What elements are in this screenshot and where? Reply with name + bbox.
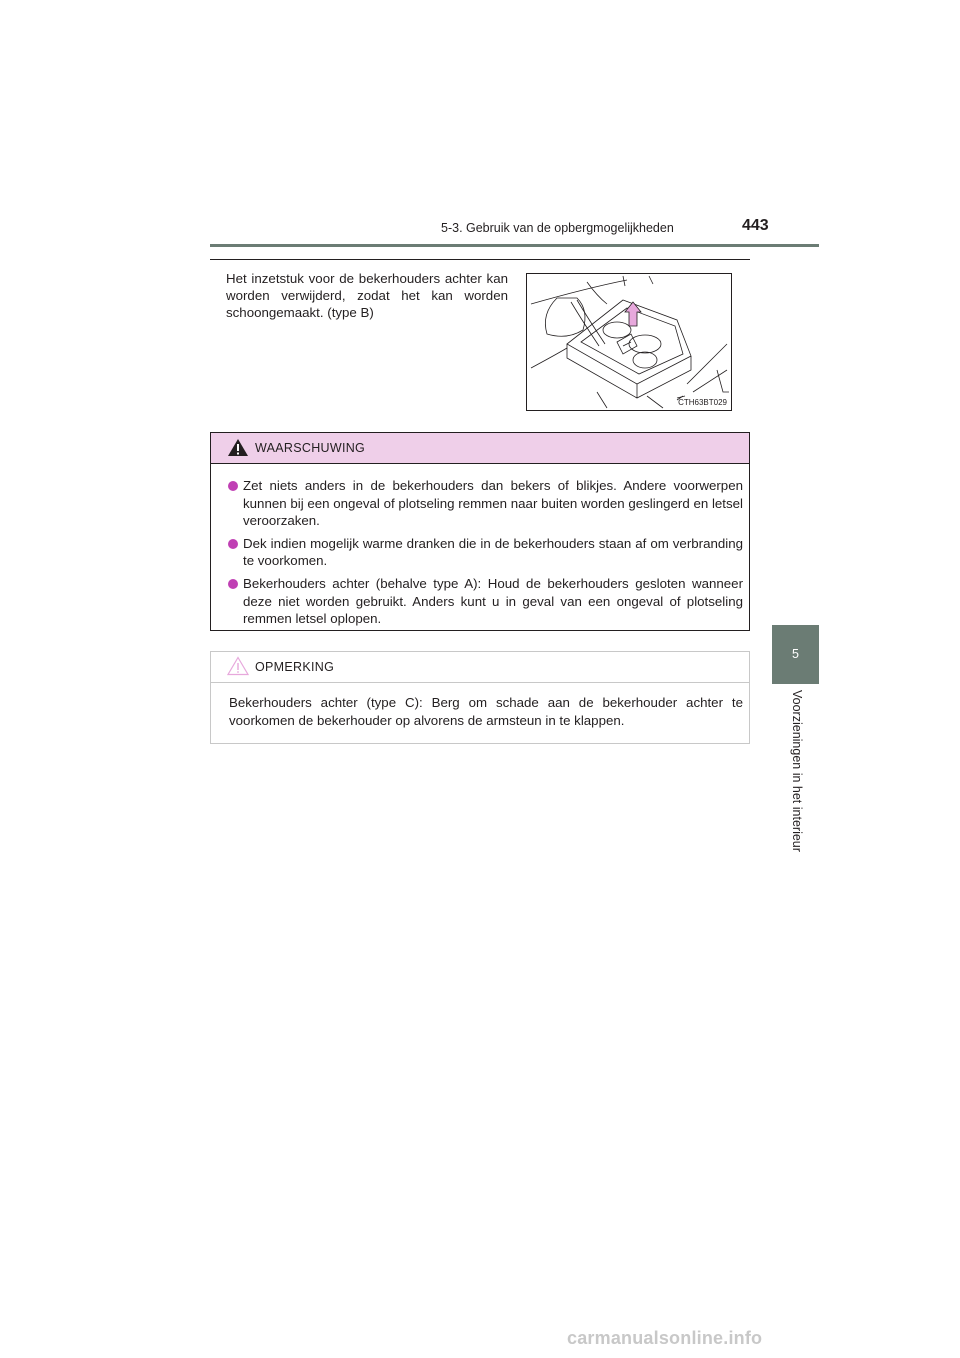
warning-title: WAARSCHUWING (255, 441, 366, 455)
chapter-title: Voorzieningen in het interieur (790, 690, 804, 852)
figure-code: CTH63BT029 (678, 398, 727, 407)
header-rule (210, 244, 819, 247)
warning-item (227, 575, 743, 628)
bullet-icon (228, 539, 238, 549)
notice-box (210, 651, 750, 744)
warning-item-text: Bekerhouders achter (behalve type A): Houd de bekerhouders gesloten wanneer deze niet worden gebruikt. Anders kunt u in geval van een ongeval of plotseling remmen letsel oplopen. (243, 575, 743, 627)
warning-item-text: Zet niets anders in de bekerhouders dan bekers of blikjes. Andere voorwerpen kunnen bij een ongeval of plotseling remmen naar buiten worden geslingerd en letsel veroorzaken. (243, 478, 743, 529)
bullet-icon (228, 579, 238, 589)
warning-item (227, 535, 743, 570)
bullet-icon (228, 481, 238, 491)
warning-item-text: Dek indien mogelijk warme dranken die in de bekerhouders staan af om verbranding te voorkomen. (243, 535, 743, 569)
content-rule (210, 259, 750, 260)
warning-box (210, 432, 750, 631)
notice-triangle-icon (227, 656, 249, 681)
cupholder-figure (526, 273, 732, 411)
warning-list (227, 477, 743, 633)
notice-title: OPMERKING (255, 660, 335, 674)
warning-triangle-icon (227, 438, 249, 462)
page-number: 443 (742, 217, 769, 234)
intro-paragraph: Het inzetstuk voor de bekerhouders achter kan worden verwijderd, zodat het kan worden schoongemaakt. (type B) (226, 271, 508, 320)
notice-text: Bekerhouders achter (type C): Berg om schade aan de bekerhouder achter te voorkomen de bekerhouder op alvorens de armsteun in te klappen. (229, 695, 743, 728)
watermark: carmanualsonline.info (567, 1328, 763, 1348)
notice-header (211, 652, 749, 683)
page-header-section: 5-3. Gebruik van de opbergmogelijkheden (441, 221, 674, 235)
warning-header (211, 433, 749, 464)
chapter-tab: 5 (772, 625, 819, 684)
warning-item (227, 477, 743, 530)
cupholder-illustration (527, 274, 731, 410)
